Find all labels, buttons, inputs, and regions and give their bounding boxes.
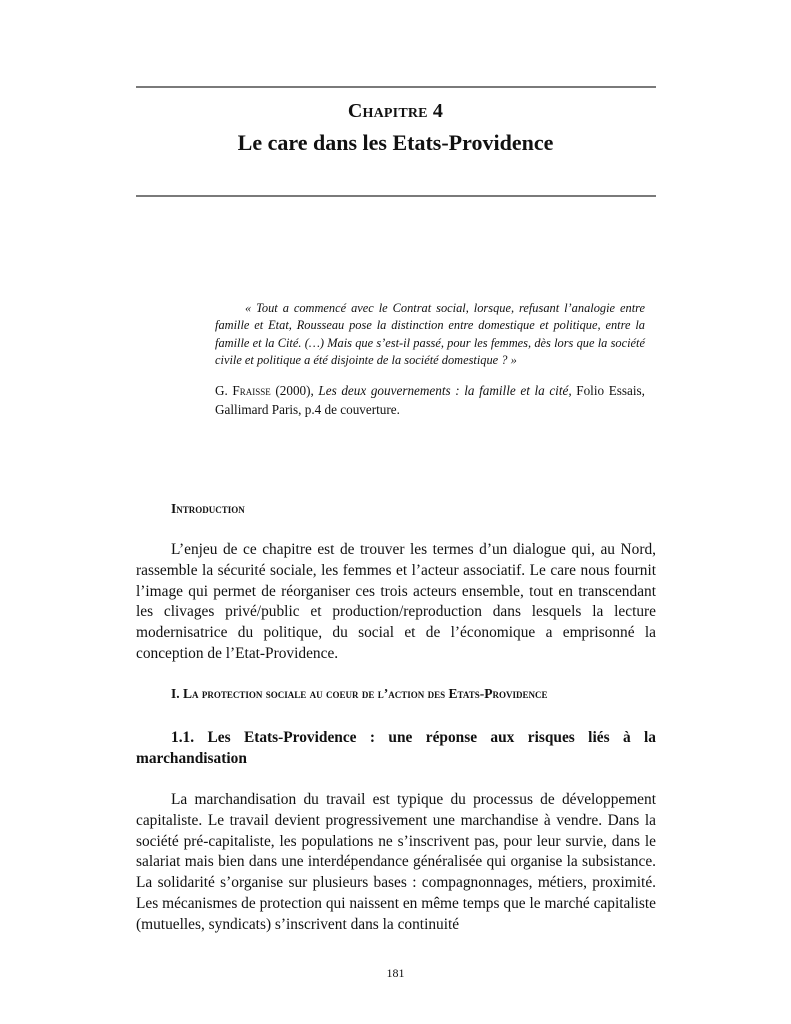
introduction-heading: Introduction <box>171 501 245 516</box>
citation-rest: Folio Essais, Gallimard Paris, p.4 de couverture. <box>215 383 645 417</box>
section-1-paragraph: La marchandisation du travail est typique du processus de développement capitaliste. Le travail devient progressivement une marchandise à vendre. Dans la société pré-capitaliste, les populations ne s’inscrivent pas, pour leur survie, dans le salariat mais bien dans une interdépendance généralisée qui organise la subsistance. La solidarité s’organise sur plusieurs bases : compagnonnages, métiers, proximité. Les mécanismes de protection qui naissent en même temps que le marché capitaliste (mutuelles, syndicats) s’inscrivent dans la continuité <box>136 791 656 933</box>
citation-prefix: G. <box>215 383 233 398</box>
subsection-1-1-heading: 1.1. Les Etats-Providence : une réponse aux risques liés à la marchandisation <box>136 729 656 767</box>
chapter-label: Chapitre 4 <box>347 100 444 122</box>
citation-author: Fraisse <box>232 383 271 398</box>
epigraph-quote: « Tout a commencé avec le Contrat social, lorsque, refusant l’analogie entre famille et Etat, Rousseau pose la distinction entre domestique et politique, entre la famille et la Cité. (…) Mais que s’est-il passé, pour les femmes, dès lors que la société civile et politique a été disjointe de la société domestique ? » <box>215 301 645 368</box>
section-1-heading: I. La protection sociale au coeur de l’action des Etats-Providence <box>171 686 548 701</box>
bottom-rule <box>136 195 656 197</box>
epigraph-citation <box>215 382 645 419</box>
citation-year: (2000), <box>270 383 319 398</box>
page-number: 181 <box>386 966 405 980</box>
citation-work: Les deux gouvernements : la famille et la cité, <box>318 383 572 398</box>
top-rule <box>136 86 656 88</box>
introduction-paragraph: L’enjeu de ce chapitre est de trouver les termes d’un dialogue qui, au Nord, rassemble la sécurité sociale, les femmes et l’acteur associatif. Le care nous fournit l’image qui permet de réorganiser ces trois acteurs ensemble, tout en transcendant les clivages privé/public et production/reproduction dans lesquels la lecture modernisatrice du politique, du social et de l’économique a emprisonné la conception de l’Etat-Providence. <box>136 541 656 662</box>
chapter-title: Le care dans les Etats-Providence <box>237 130 554 155</box>
